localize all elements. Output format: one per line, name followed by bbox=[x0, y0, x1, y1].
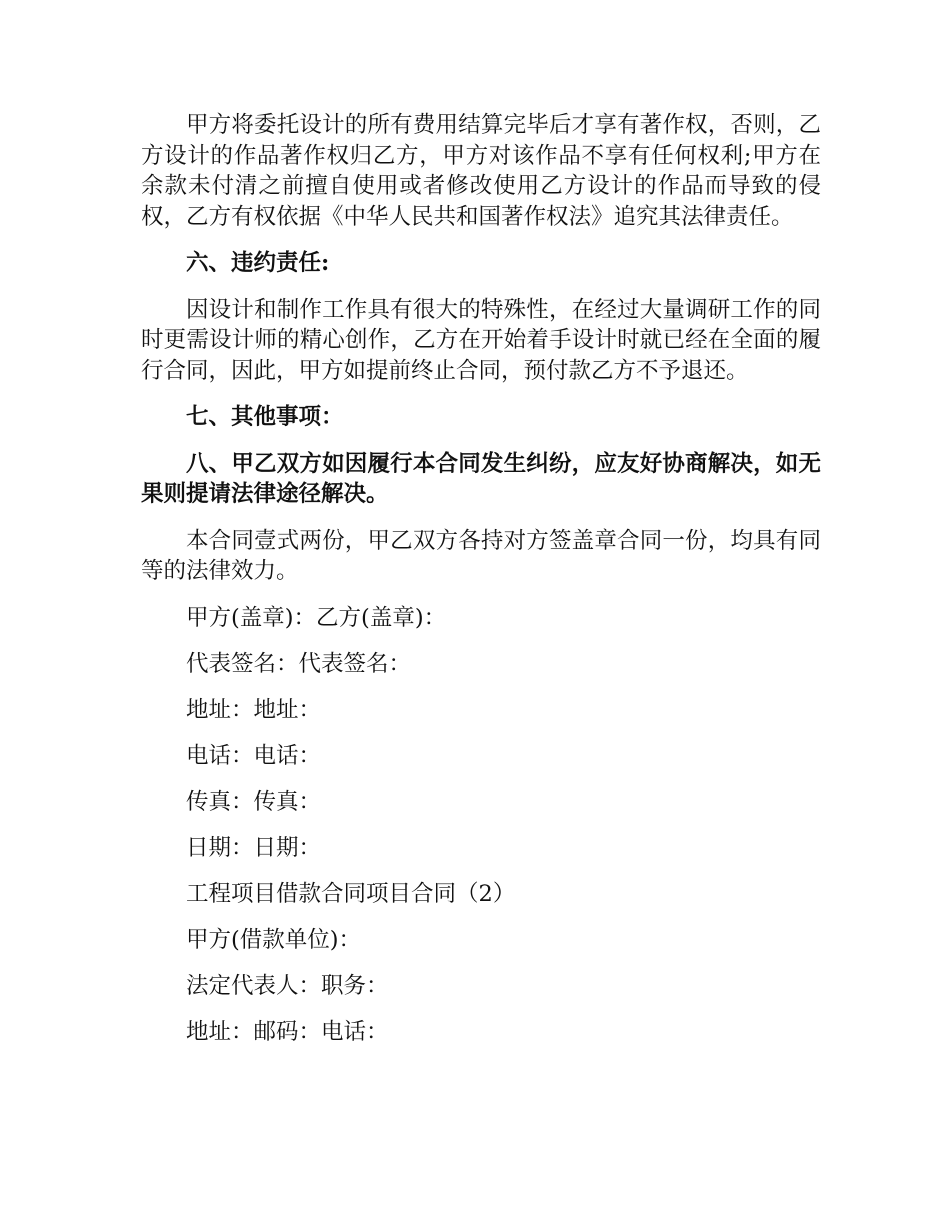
address-postcode-phone-line: 地址：邮码：电话： bbox=[186, 1018, 389, 1045]
legal-representative-line: 法定代表人：职务： bbox=[186, 972, 389, 999]
breach-liability-paragraph: 因设计和制作工作具有很大的特殊性，在经过大量调研工作的同时更需设计师的精心创作，乙方在开始着手设计时就已经在全面的履行合同，因此，甲方如提前终止合同，预付款乙方不予退还。 bbox=[141, 296, 821, 384]
address-line: 地址：地址： bbox=[186, 696, 322, 723]
seal-line: 甲方(盖章)：乙方(盖章)： bbox=[186, 604, 447, 631]
fax-line: 传真：传真： bbox=[186, 788, 322, 815]
copyright-paragraph: 甲方将委托设计的所有费用结算完毕后才享有著作权，否则，乙方设计的作品著作权归乙方，甲方对该作品不享有任何权利;甲方在余款未付清之前擅自使用或者修改使用乙方设计的作品而导致的侵权，乙方有权依据《中华人民共和国著作权法》追究其法律责任。 bbox=[141, 112, 821, 230]
contract-2-title: 工程项目借款合同项目合同（2） bbox=[186, 880, 516, 907]
section-heading-breach-liability: 六、违约责任: bbox=[186, 250, 330, 276]
copies-paragraph: 本合同壹式两份，甲乙双方各持对方签盖章合同一份，均具有同等的法律效力。 bbox=[141, 527, 821, 584]
party-a-borrower-line: 甲方(借款单位)： bbox=[186, 926, 362, 953]
section-heading-other-matters: 七、其他事项： bbox=[186, 404, 344, 430]
date-line: 日期：日期： bbox=[186, 834, 322, 861]
representative-signature-line: 代表签名：代表签名： bbox=[186, 650, 412, 677]
dispute-resolution-paragraph: 八、甲乙双方如因履行本合同发生纠纷，应友好协商解决，如无果则提请法律途径解决。 bbox=[141, 450, 821, 507]
document-body bbox=[141, 110, 821, 1063]
phone-line: 电话：电话： bbox=[186, 742, 322, 769]
